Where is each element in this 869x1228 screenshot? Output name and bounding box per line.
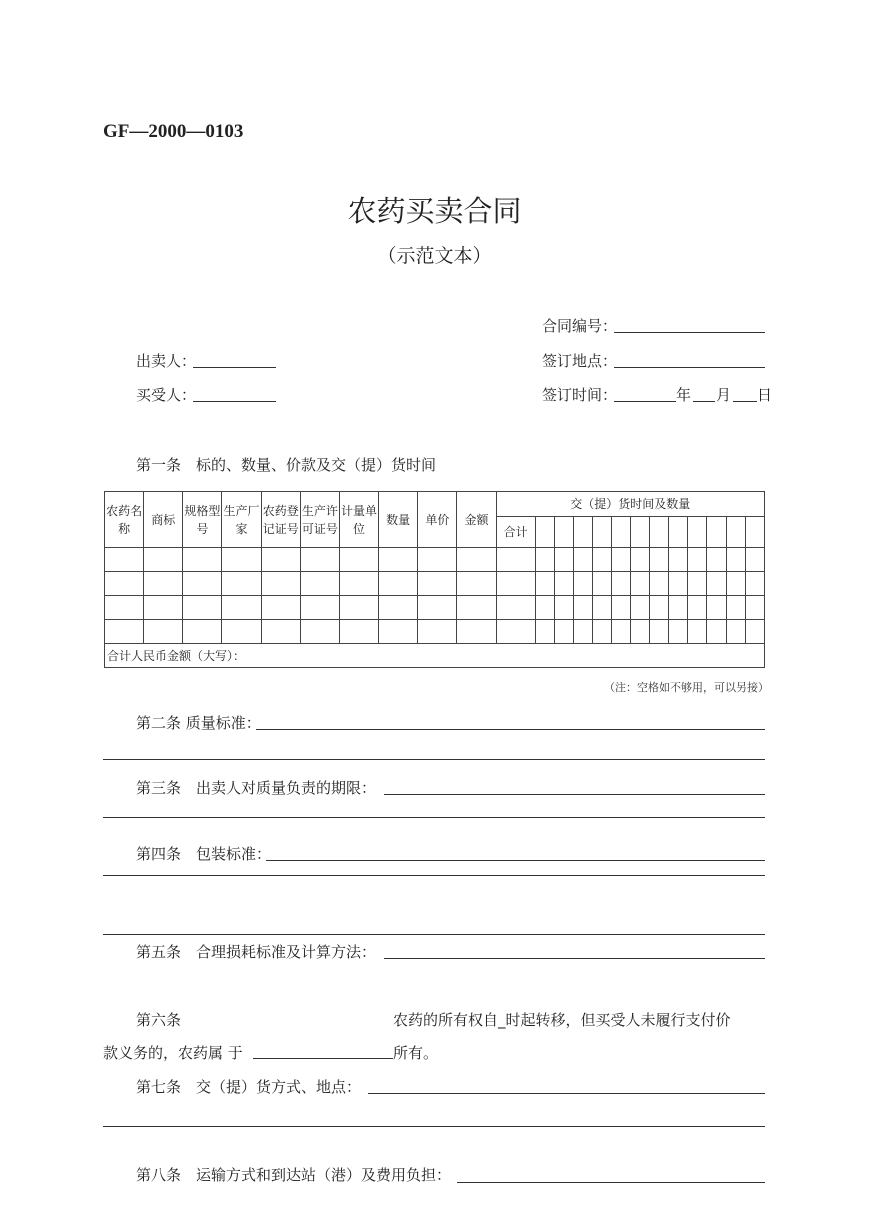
table-cell[interactable] (535, 596, 554, 620)
buyer-field[interactable] (193, 401, 276, 402)
table-cell[interactable] (379, 572, 418, 596)
table-cell[interactable] (105, 596, 144, 620)
total-amount-row (105, 644, 765, 668)
table-cell[interactable] (554, 548, 573, 572)
table-cell[interactable] (379, 620, 418, 644)
article-7-heading: 第七条 交（提）货方式、地点： (136, 1078, 362, 1096)
table-cell[interactable] (707, 596, 726, 620)
header-subtotal: 合计 (496, 517, 535, 548)
table-cell[interactable] (573, 572, 592, 596)
article-2-heading: 第二条 质量标准： (136, 714, 261, 732)
month-label: 月 (716, 386, 732, 404)
delivery-method-field[interactable] (368, 1093, 765, 1094)
table-cell[interactable] (707, 548, 726, 572)
table-cell[interactable] (726, 596, 745, 620)
sign-month-field[interactable] (693, 401, 715, 402)
table-cell[interactable] (183, 620, 222, 644)
header-delivery-time-quantity: 交（提）货时间及数量 (496, 492, 764, 517)
table-cell[interactable] (144, 620, 183, 644)
table-cell[interactable] (592, 548, 611, 572)
article-8-heading: 第八条 运输方式和到达站（港）及费用负担： (136, 1166, 452, 1184)
table-cell[interactable] (535, 548, 554, 572)
header-unit: 计量单位 (339, 492, 378, 548)
sign-place-field[interactable] (614, 367, 765, 368)
table-cell[interactable] (745, 548, 764, 572)
table-cell[interactable] (457, 620, 496, 644)
table-cell[interactable] (339, 548, 378, 572)
table-cell[interactable] (650, 572, 669, 596)
table-note: （注：空格如不够用，可以另接） (604, 681, 769, 694)
header-registration-no: 农药登记证号 (261, 492, 300, 548)
article-4-heading: 第四条 包装标准： (136, 845, 272, 863)
table-row (105, 620, 765, 644)
table-cell[interactable] (592, 620, 611, 644)
quality-standard-field-line2[interactable] (103, 759, 765, 760)
quality-standard-field[interactable] (256, 729, 765, 730)
table-cell[interactable] (535, 572, 554, 596)
table-cell[interactable] (612, 596, 631, 620)
table-cell[interactable] (261, 548, 300, 572)
table-cell[interactable] (105, 572, 144, 596)
table-cell[interactable] (418, 596, 457, 620)
header-amount: 金额 (457, 492, 496, 548)
table-cell[interactable] (669, 620, 688, 644)
transport-field[interactable] (457, 1182, 765, 1183)
table-cell[interactable] (222, 596, 261, 620)
table-cell[interactable] (669, 596, 688, 620)
table-cell[interactable] (726, 620, 745, 644)
ownership-field[interactable] (253, 1058, 393, 1059)
header-brand: 商标 (144, 492, 183, 548)
sign-year-field[interactable] (614, 401, 676, 402)
table-row (105, 548, 765, 572)
table-cell[interactable] (496, 548, 535, 572)
delivery-method-field-line2[interactable] (103, 1126, 765, 1127)
year-label: 年 (676, 386, 692, 404)
quality-period-field[interactable] (384, 794, 765, 795)
packaging-standard-field-line2[interactable] (103, 875, 765, 876)
seller-field[interactable] (193, 367, 276, 368)
table-cell[interactable] (418, 620, 457, 644)
loss-standard-field[interactable] (384, 958, 765, 959)
article-1-heading: 第一条 标的、数量、价款及交（提）货时间 (136, 456, 437, 474)
table-cell[interactable] (612, 620, 631, 644)
delivery-slot (726, 517, 745, 548)
table-row (105, 572, 765, 596)
table-cell[interactable] (339, 596, 378, 620)
delivery-slot (535, 517, 554, 548)
buyer-label: 买受人： (136, 386, 197, 404)
table-cell[interactable] (144, 572, 183, 596)
article-6-text-end: 所有。 (393, 1044, 439, 1062)
delivery-slot (688, 517, 707, 548)
header-unit-price: 单价 (418, 492, 457, 548)
article-6-text-line1: 农药的所有权自_时起转移，但买受人未履行支付价 (393, 1011, 731, 1029)
goods-table (104, 491, 765, 668)
quality-period-field-line2[interactable] (103, 817, 765, 818)
table-cell[interactable] (535, 620, 554, 644)
table-cell[interactable] (592, 572, 611, 596)
delivery-slot (612, 517, 631, 548)
table-cell[interactable] (669, 572, 688, 596)
contract-no-label: 合同编号： (542, 317, 618, 335)
header-manufacturer: 生产厂家 (222, 492, 261, 548)
table-cell[interactable] (631, 572, 650, 596)
table-cell[interactable] (457, 596, 496, 620)
article-6-text-line2: 款义务的，农药属 于 (103, 1044, 243, 1062)
table-header-row (105, 492, 765, 517)
table-cell[interactable] (183, 572, 222, 596)
table-cell[interactable] (688, 596, 707, 620)
table-cell[interactable] (457, 548, 496, 572)
table-cell[interactable] (222, 620, 261, 644)
table-cell[interactable] (183, 548, 222, 572)
table-cell[interactable] (707, 572, 726, 596)
table-cell[interactable] (300, 548, 339, 572)
delivery-slot (707, 517, 726, 548)
table-row (105, 596, 765, 620)
table-cell[interactable] (418, 548, 457, 572)
table-cell[interactable] (300, 596, 339, 620)
delivery-slot (592, 517, 611, 548)
table-cell[interactable] (183, 596, 222, 620)
table-cell[interactable] (144, 596, 183, 620)
contract-title: 农药买卖合同 (347, 194, 522, 228)
table-cell[interactable] (418, 572, 457, 596)
sign-place-label: 签订地点： (542, 352, 618, 370)
day-label: 日 (757, 386, 773, 404)
delivery-slot (554, 517, 573, 548)
delivery-slot (669, 517, 688, 548)
table-cell[interactable] (261, 596, 300, 620)
contract-subtitle: （示范文本） (377, 245, 492, 267)
table-cell[interactable] (105, 620, 144, 644)
table-cell[interactable] (261, 620, 300, 644)
delivery-slot (573, 517, 592, 548)
table-cell[interactable] (339, 620, 378, 644)
document-code: GF—2000—0103 (103, 121, 244, 142)
table-cell[interactable] (669, 548, 688, 572)
table-cell[interactable] (379, 596, 418, 620)
table-cell[interactable] (726, 572, 745, 596)
table-cell[interactable] (496, 596, 535, 620)
table-cell[interactable] (688, 572, 707, 596)
table-cell[interactable] (261, 572, 300, 596)
seller-label: 出卖人： (136, 352, 197, 370)
table-cell[interactable] (650, 596, 669, 620)
table-cell[interactable] (222, 548, 261, 572)
total-amount-label[interactable]: 合计人民币金额（大写）： (105, 644, 765, 668)
table-cell[interactable] (300, 572, 339, 596)
article-5-heading: 第五条 合理损耗标准及计算方法： (136, 943, 377, 961)
table-cell[interactable] (650, 548, 669, 572)
table-cell[interactable] (105, 548, 144, 572)
delivery-slot (650, 517, 669, 548)
packaging-standard-field[interactable] (266, 860, 765, 861)
delivery-slot (745, 517, 764, 548)
table-cell[interactable] (745, 572, 764, 596)
table-cell[interactable] (573, 596, 592, 620)
table-cell[interactable] (496, 620, 535, 644)
table-cell[interactable] (222, 572, 261, 596)
table-cell[interactable] (688, 620, 707, 644)
sign-day-field[interactable] (733, 401, 757, 402)
table-cell[interactable] (554, 572, 573, 596)
table-cell[interactable] (554, 620, 573, 644)
table-cell[interactable] (554, 596, 573, 620)
sign-time-label: 签订时间： (542, 386, 618, 404)
header-quantity: 数量 (379, 492, 418, 548)
article-3-heading: 第三条 出卖人对质量负责的期限： (136, 779, 377, 797)
table-cell[interactable] (745, 620, 764, 644)
table-cell[interactable] (688, 548, 707, 572)
table-cell[interactable] (745, 596, 764, 620)
packaging-standard-field-line3[interactable] (103, 934, 765, 935)
table-cell[interactable] (631, 596, 650, 620)
table-cell[interactable] (707, 620, 726, 644)
table-cell[interactable] (650, 620, 669, 644)
table-cell[interactable] (592, 596, 611, 620)
table-cell[interactable] (339, 572, 378, 596)
table-cell[interactable] (726, 548, 745, 572)
table-cell[interactable] (573, 620, 592, 644)
header-spec-model: 规格型号 (183, 492, 222, 548)
contract-no-field[interactable] (614, 332, 765, 333)
table-cell[interactable] (496, 572, 535, 596)
header-production-license-no: 生产许可证号 (300, 492, 339, 548)
table-cell[interactable] (612, 572, 631, 596)
table-cell[interactable] (631, 620, 650, 644)
table-cell[interactable] (631, 548, 650, 572)
table-cell[interactable] (457, 572, 496, 596)
table-cell[interactable] (612, 548, 631, 572)
table-cell[interactable] (300, 620, 339, 644)
delivery-slot (631, 517, 650, 548)
table-cell[interactable] (379, 548, 418, 572)
article-6-heading: 第六条 (136, 1011, 182, 1029)
header-pesticide-name: 农药名称 (105, 492, 144, 548)
table-cell[interactable] (573, 548, 592, 572)
table-cell[interactable] (144, 548, 183, 572)
